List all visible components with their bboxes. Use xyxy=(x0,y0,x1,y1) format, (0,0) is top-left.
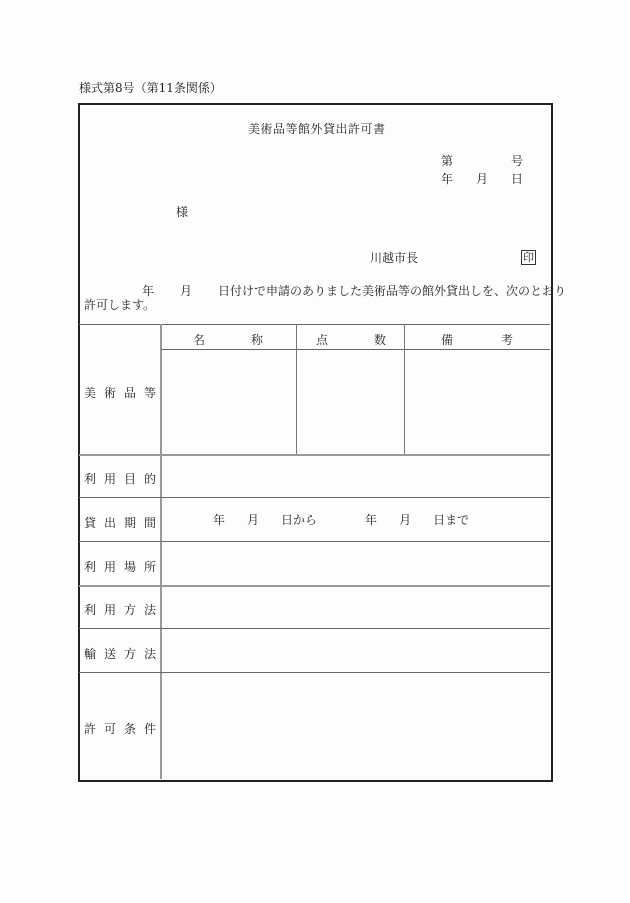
header-char: 備 xyxy=(441,333,454,347)
column-header-count xyxy=(316,331,386,348)
body-year: 年 xyxy=(142,284,155,298)
label-char: 利 xyxy=(84,603,97,617)
to-year: 年 xyxy=(365,513,378,527)
label-char: 方 xyxy=(123,603,136,617)
label-char: 法 xyxy=(143,647,156,661)
issue-month: 月 xyxy=(475,172,488,186)
header-char: 点 xyxy=(316,333,329,347)
artwork-remarks-cell[interactable] xyxy=(405,350,549,453)
label-char: 輸 xyxy=(84,647,97,661)
row-label-usage-method xyxy=(84,601,156,618)
label-char: 法 xyxy=(143,603,156,617)
row-label-purpose xyxy=(84,470,156,487)
form-code: 様式第8号（第11条関係） xyxy=(79,81,222,95)
artwork-label xyxy=(84,384,156,401)
label-char: 期 xyxy=(123,516,136,530)
to-month: 月 xyxy=(399,513,412,527)
issue-date-line xyxy=(441,173,523,185)
label-char: 間 xyxy=(143,516,156,530)
label-char: 用 xyxy=(103,472,116,486)
from-day: 日から xyxy=(281,513,318,527)
label-char: 品 xyxy=(123,386,136,400)
seal-mark: 印 xyxy=(523,251,534,264)
label-char: 美 xyxy=(84,386,97,400)
from-year: 年 xyxy=(213,513,226,527)
label-char: 貸 xyxy=(84,516,97,530)
number-suffix: 号 xyxy=(510,154,523,168)
label-char: 可 xyxy=(103,722,116,736)
table-top-border xyxy=(79,324,550,325)
label-char: 許 xyxy=(84,722,97,736)
label-char: 用 xyxy=(103,560,116,574)
number-prefix: 第 xyxy=(441,154,454,168)
issuer-name: 川越市長 xyxy=(370,251,419,265)
body-text-line2: 許可します。 xyxy=(84,298,156,312)
conditions-value-cell[interactable] xyxy=(162,673,549,778)
from-month: 月 xyxy=(247,513,260,527)
row-label-loan-period xyxy=(84,514,156,531)
body-text: 日付けで申請のありました美術品等の館外貸出しを、次のとおり xyxy=(218,284,567,298)
row-label-transport-method xyxy=(84,645,156,662)
column-header-remarks xyxy=(441,331,513,348)
issue-day: 日 xyxy=(510,172,523,186)
header-char: 数 xyxy=(373,333,386,347)
label-char: 目 xyxy=(123,472,136,486)
label-char: 利 xyxy=(84,472,97,486)
column-header-name xyxy=(193,331,263,348)
label-char: 所 xyxy=(143,560,156,574)
body-month: 月 xyxy=(180,284,193,298)
purpose-value-cell[interactable] xyxy=(162,455,549,496)
label-char: 方 xyxy=(123,647,136,661)
label-char: 出 xyxy=(103,516,116,530)
row-label-conditions xyxy=(84,720,156,737)
label-char: 術 xyxy=(103,386,116,400)
document-number-line xyxy=(441,155,523,167)
header-char: 名 xyxy=(193,333,206,347)
document-title: 美術品等館外貸出許可書 xyxy=(248,122,386,136)
row-border xyxy=(79,497,550,498)
location-value-cell[interactable] xyxy=(162,542,549,584)
label-char: 等 xyxy=(143,386,156,400)
artwork-count-cell[interactable] xyxy=(297,350,403,453)
header-char: 称 xyxy=(250,333,263,347)
issue-year: 年 xyxy=(441,172,454,186)
label-char: 条 xyxy=(123,722,136,736)
label-char: 用 xyxy=(103,603,116,617)
row-label-location xyxy=(84,558,156,575)
loan-period-value xyxy=(213,514,469,526)
label-char: 利 xyxy=(84,560,97,574)
transport-method-value-cell[interactable] xyxy=(162,629,549,671)
label-char: 的 xyxy=(143,472,156,486)
to-day: 日まで xyxy=(433,513,470,527)
label-char: 件 xyxy=(143,722,156,736)
label-char: 送 xyxy=(103,647,116,661)
header-char: 考 xyxy=(500,333,513,347)
usage-method-value-cell[interactable] xyxy=(162,586,549,627)
addressee-suffix: 様 xyxy=(176,205,189,219)
body-text-line1 xyxy=(142,285,566,297)
label-char: 場 xyxy=(123,560,136,574)
artwork-name-cell[interactable] xyxy=(162,350,295,453)
